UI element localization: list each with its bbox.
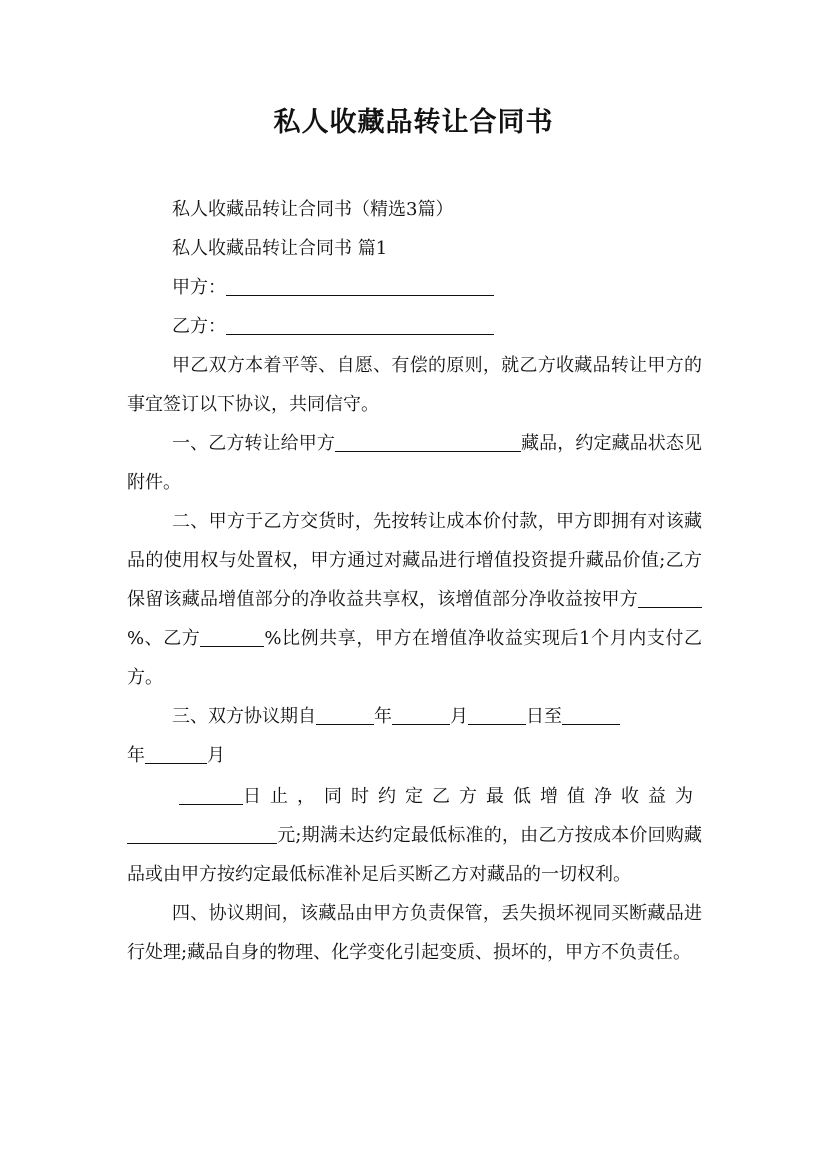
clause-4: 四、协议期间，该藏品由甲方负责保管，丢失损坏视同买断藏品进行处理;藏品自身的物理、化学变化引起变质、损坏的，甲方不负责任。: [127, 903, 702, 963]
party-b-line: [127, 307, 702, 346]
clause-3-year-label: 年: [374, 706, 392, 727]
clause-1-text-a: 一、乙方转让给甲方: [172, 433, 335, 454]
clause-2-blank-a: [638, 587, 702, 608]
party-b-label: 乙方：: [172, 316, 226, 337]
clause-3-blank-year: [316, 704, 374, 725]
clause-3-text-b: 日止，同时约定乙方最低增值净收益为: [243, 786, 702, 807]
clause-3-text-c: 元;期满未达约定最低标准的，由乙方按成本价回购藏品或由甲方按约定最低标准补足后买断乙方对藏品的一切权利。: [127, 825, 702, 885]
clause-2-text-b: %、乙方: [127, 628, 201, 649]
party-a-blank: [226, 275, 494, 296]
clause-3-blank-amount: [127, 823, 277, 844]
clause-1: [127, 424, 702, 502]
clause-2-blank-b: [200, 626, 264, 647]
clause-3-blank-year2: [562, 704, 620, 725]
clause-3-day-to-label: 日至: [526, 706, 562, 727]
clause-3-month-label: 月: [450, 706, 468, 727]
intro-paragraph: 甲乙双方本着平等、自愿、有偿的原则，就乙方收藏品转让甲方的事宜签订以下协议，共同信守。: [127, 355, 702, 415]
clause-3: [127, 697, 702, 775]
clause-3-text-a: 三、双方协议期自: [172, 706, 316, 727]
clause-3-blank-day2: [179, 784, 243, 805]
clause-3-continued: [127, 775, 702, 894]
clause-2-text-c: %比例共享，甲方在增值净收益实现后1个月内支付乙方。: [127, 628, 702, 688]
clause-2: [127, 502, 702, 697]
chapter-heading: 私人收藏品转让合同书 篇1: [172, 238, 388, 259]
party-a-line: [127, 268, 702, 307]
clause-3-blank-month2: [145, 743, 207, 764]
party-a-label: 甲方：: [172, 277, 226, 298]
clause-3-blank-month: [392, 704, 450, 725]
clause-1-blank: [335, 431, 521, 452]
clause-3-blank-day: [468, 704, 526, 725]
document-body: [127, 190, 702, 972]
subtitle: 私人收藏品转让合同书（精选3篇）: [172, 199, 454, 220]
party-b-blank: [226, 314, 494, 335]
clause-3-month2-label: 月: [207, 745, 225, 766]
clause-2-text-a: 二、甲方于乙方交货时，先按转让成本价付款，甲方即拥有对该藏品的使用权与处置权，甲方通过对藏品进行增值投资提升藏品价值;乙方保留该藏品增值部分的净收益共享权，该增值部分净收益按甲方: [127, 511, 702, 610]
document-title: 私人收藏品转让合同书: [273, 107, 554, 138]
clause-3-year2-label: 年: [127, 745, 145, 766]
clause-1-text-b: 藏品，约定藏品状态见附件。: [127, 433, 703, 493]
